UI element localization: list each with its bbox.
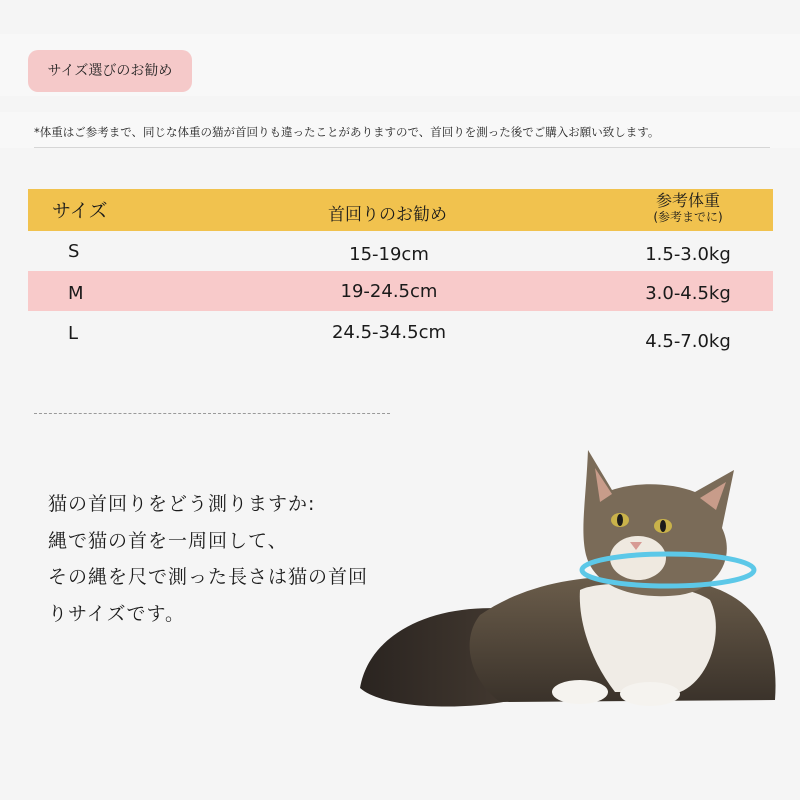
note-divider (34, 147, 770, 148)
table-row (28, 271, 773, 311)
title-pill: サイズ選びのお勧め (28, 50, 192, 92)
cell-weight: 4.5-7.0kg (645, 331, 731, 352)
cat-paw-left (552, 680, 608, 704)
cat-paw-right (620, 682, 680, 706)
cell-neck: 19-24.5cm (340, 281, 438, 302)
size-table-header (28, 189, 773, 231)
instruction-line: 猫の首回りをどう測りますか: (48, 493, 316, 515)
instruction-line: りサイズです。 (48, 602, 185, 625)
cell-size: M (68, 283, 84, 304)
section-divider (34, 413, 390, 414)
header-weight-sub: (参考までに) (653, 210, 723, 224)
cat-with-collar-illustration (350, 430, 790, 720)
instruction-line: 縄で猫の首を一周回して、 (48, 529, 288, 552)
cell-weight: 1.5-3.0kg (645, 244, 731, 265)
cell-neck: 24.5-34.5cm (331, 322, 447, 343)
cat-pupil-right (660, 520, 666, 532)
cell-size: L (68, 323, 79, 344)
cell-size: S (68, 241, 80, 262)
cat-pupil-left (617, 514, 623, 526)
instruction-line: その縄を尺で測った長さは猫の首回 (48, 566, 369, 588)
cell-weight: 3.0-4.5kg (645, 283, 731, 304)
header-weight (628, 192, 748, 224)
table-row (28, 231, 773, 271)
cell-neck: 15-19cm (349, 244, 429, 265)
header-neck: 首回りのお勧め (328, 205, 447, 225)
header-size: サイズ (52, 200, 108, 222)
weight-note: *体重はご参考まで、同じな体重の猫が首回りも違ったことがありますので、首回りを測った後でご購入お願い致します。 (34, 125, 660, 139)
header-weight-label: 参考体重 (655, 191, 720, 210)
size-table (28, 189, 773, 351)
table-row (28, 311, 773, 351)
